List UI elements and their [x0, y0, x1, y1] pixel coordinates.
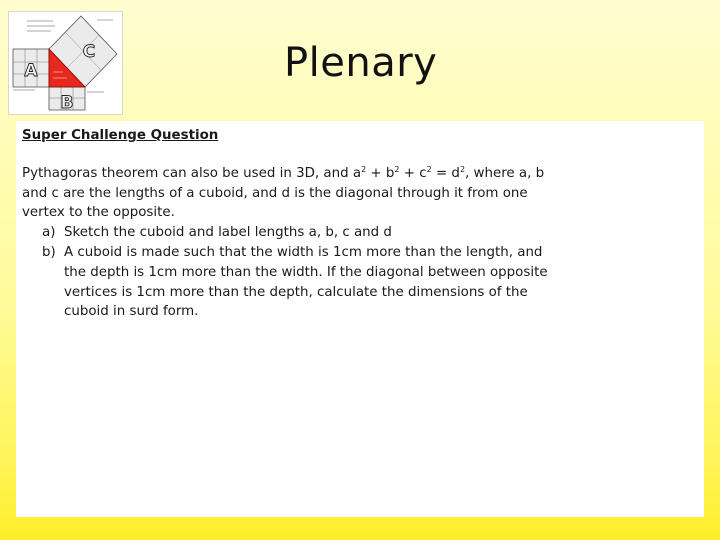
intro-text-1: Pythagoras theorem can also be used in 3D, and a [22, 165, 362, 181]
label-b: B [60, 93, 74, 113]
part-marker: a) [42, 225, 56, 241]
intro-text-5: , where a, b and c are the lengths of a cuboid, and d is the diagonal through it from one vertex to the opposite. [22, 165, 545, 221]
pythagoras-thumbnail [8, 11, 123, 115]
intro-exponent-3: 2 [426, 164, 432, 174]
intro-exponent-2: 2 [394, 164, 400, 174]
intro-text-4: = d [431, 165, 460, 181]
intro-text-2: + b [366, 165, 395, 181]
challenge-panel [16, 121, 704, 517]
challenge-intro [22, 164, 562, 223]
label-a: A [24, 61, 38, 81]
part-text: A cuboid is made such that the width is 1cm more than the length, and the depth is 1cm more than the width. If the diagonal between opposite vertices is 1cm more than the depth, calculate the dimensions of the cuboid in surd form. [64, 244, 548, 320]
part-marker: b) [42, 244, 56, 260]
challenge-content [22, 126, 562, 322]
label-c: C [82, 42, 96, 62]
pythagoras-diagram [9, 12, 122, 114]
challenge-parts [22, 223, 562, 322]
intro-exponent-4: 2 [459, 164, 466, 174]
challenge-part-b [22, 243, 562, 322]
part-text: Sketch the cuboid and label lengths a, b, c and d [64, 225, 392, 241]
challenge-part-a [22, 223, 562, 243]
slide-title: Plenary [284, 40, 438, 86]
challenge-heading: Super Challenge Question [22, 128, 219, 143]
intro-exponent-1: 2 [361, 164, 367, 174]
intro-text-3: + c [399, 165, 427, 181]
